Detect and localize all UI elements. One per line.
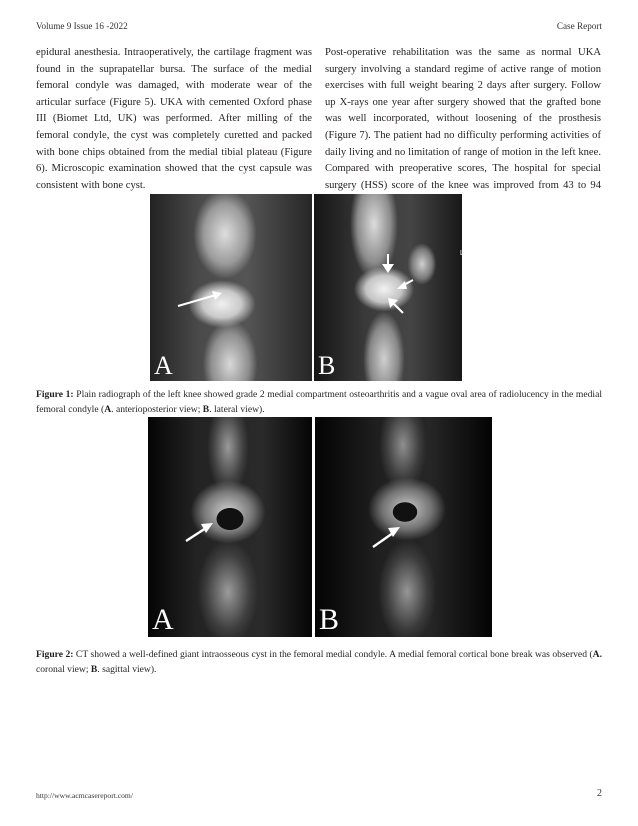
figure-2-caption-b-desc: . sagittal view). [97,664,157,675]
figure-1-caption-text: Plain radiograph of the left knee showed grade 2 medial compartment osteoarthritis and a vague oval area of radiolucency in the medial femoral condyle ( [36,389,602,415]
arrow-icon [176,290,226,310]
figure-2-caption-b: B [90,664,98,675]
figure-2-panel-b [315,417,492,637]
figure-2-ct-scan [148,417,492,637]
arrow-icon [396,278,414,292]
figure-1-panel-a [150,194,312,381]
page-number: 2 [597,788,602,799]
figure-2-panel-a [148,417,312,637]
figure-1-caption-b: B [202,404,210,415]
figure-2-caption-label: Figure 2: [36,649,74,660]
article-type: Case Report [556,21,602,31]
arrow-icon [382,254,394,274]
journal-url[interactable]: http://www.acmcasereport.com/ [36,791,133,800]
figure-1-radiograph [150,194,462,381]
arrow-icon [371,525,401,549]
panel-label-b: B [318,351,336,380]
figure-2-caption [36,647,602,677]
body-left-column [36,45,312,194]
left-column-paragraph: epidural anesthesia. Intraoperatively, the cartilage fragment was found in the suprapatellar bursa. The surface of the medial femoral condyle was damaged, with moderate wear of the articular surface (Figure 5). UKA with cemented Oxford phase III (Biomet Ltd, UK) was performed. After milling of the femoral condyle, the cyst was completely curetted and packed with bone chips obtained from the medial tibial plateau (Figure 6). Microscopic examination showed that the cyst capsule was consistent with bone cyst. [36,47,312,191]
arrow-icon [184,521,214,543]
panel-label-b: B [319,603,340,636]
figure-2-caption-text: CT showed a well-defined giant intraosseous cyst in the femoral medial condyle. A medial femoral cortical bone break was observed ( [73,649,593,660]
side-marker: L [460,250,464,257]
panel-label-a: A [152,603,174,636]
arrow-icon [388,298,404,314]
body-right-column [325,45,601,211]
figure-1-caption-label: Figure 1: [36,389,74,400]
figure-2-caption-a: A. [592,649,602,660]
panel-label-a: A [154,351,173,380]
figure-1-caption [36,387,602,417]
figure-1-caption-a: A [104,404,112,415]
figure-1-caption-b-desc: . lateral view). [209,404,265,415]
figure-2-caption-a-desc: coronal view; [36,664,91,675]
right-column-paragraph: Post-operative rehabilitation was the same as normal UKA surgery involving a standard regime of active range of motion exercises with full weight bearing 2 days after surgery. Follow up X-rays one year after surgery showed that the grafted bone was well incorporated, without loosening of the prosthesis (Figure 7). The patient had no difficulty performing activities of daily living and no limitation of range of motion in the left knee. Compared with preoperative scores, The hospital for special surgery (HSS) score of the knee was improved from 43 to 94 [325,47,601,191]
figure-1-panel-b [314,194,462,381]
figure-1-caption-a-desc: . anterioposterior view; [111,404,203,415]
journal-volume: Volume 9 Issue 16 -2022 [36,21,128,31]
